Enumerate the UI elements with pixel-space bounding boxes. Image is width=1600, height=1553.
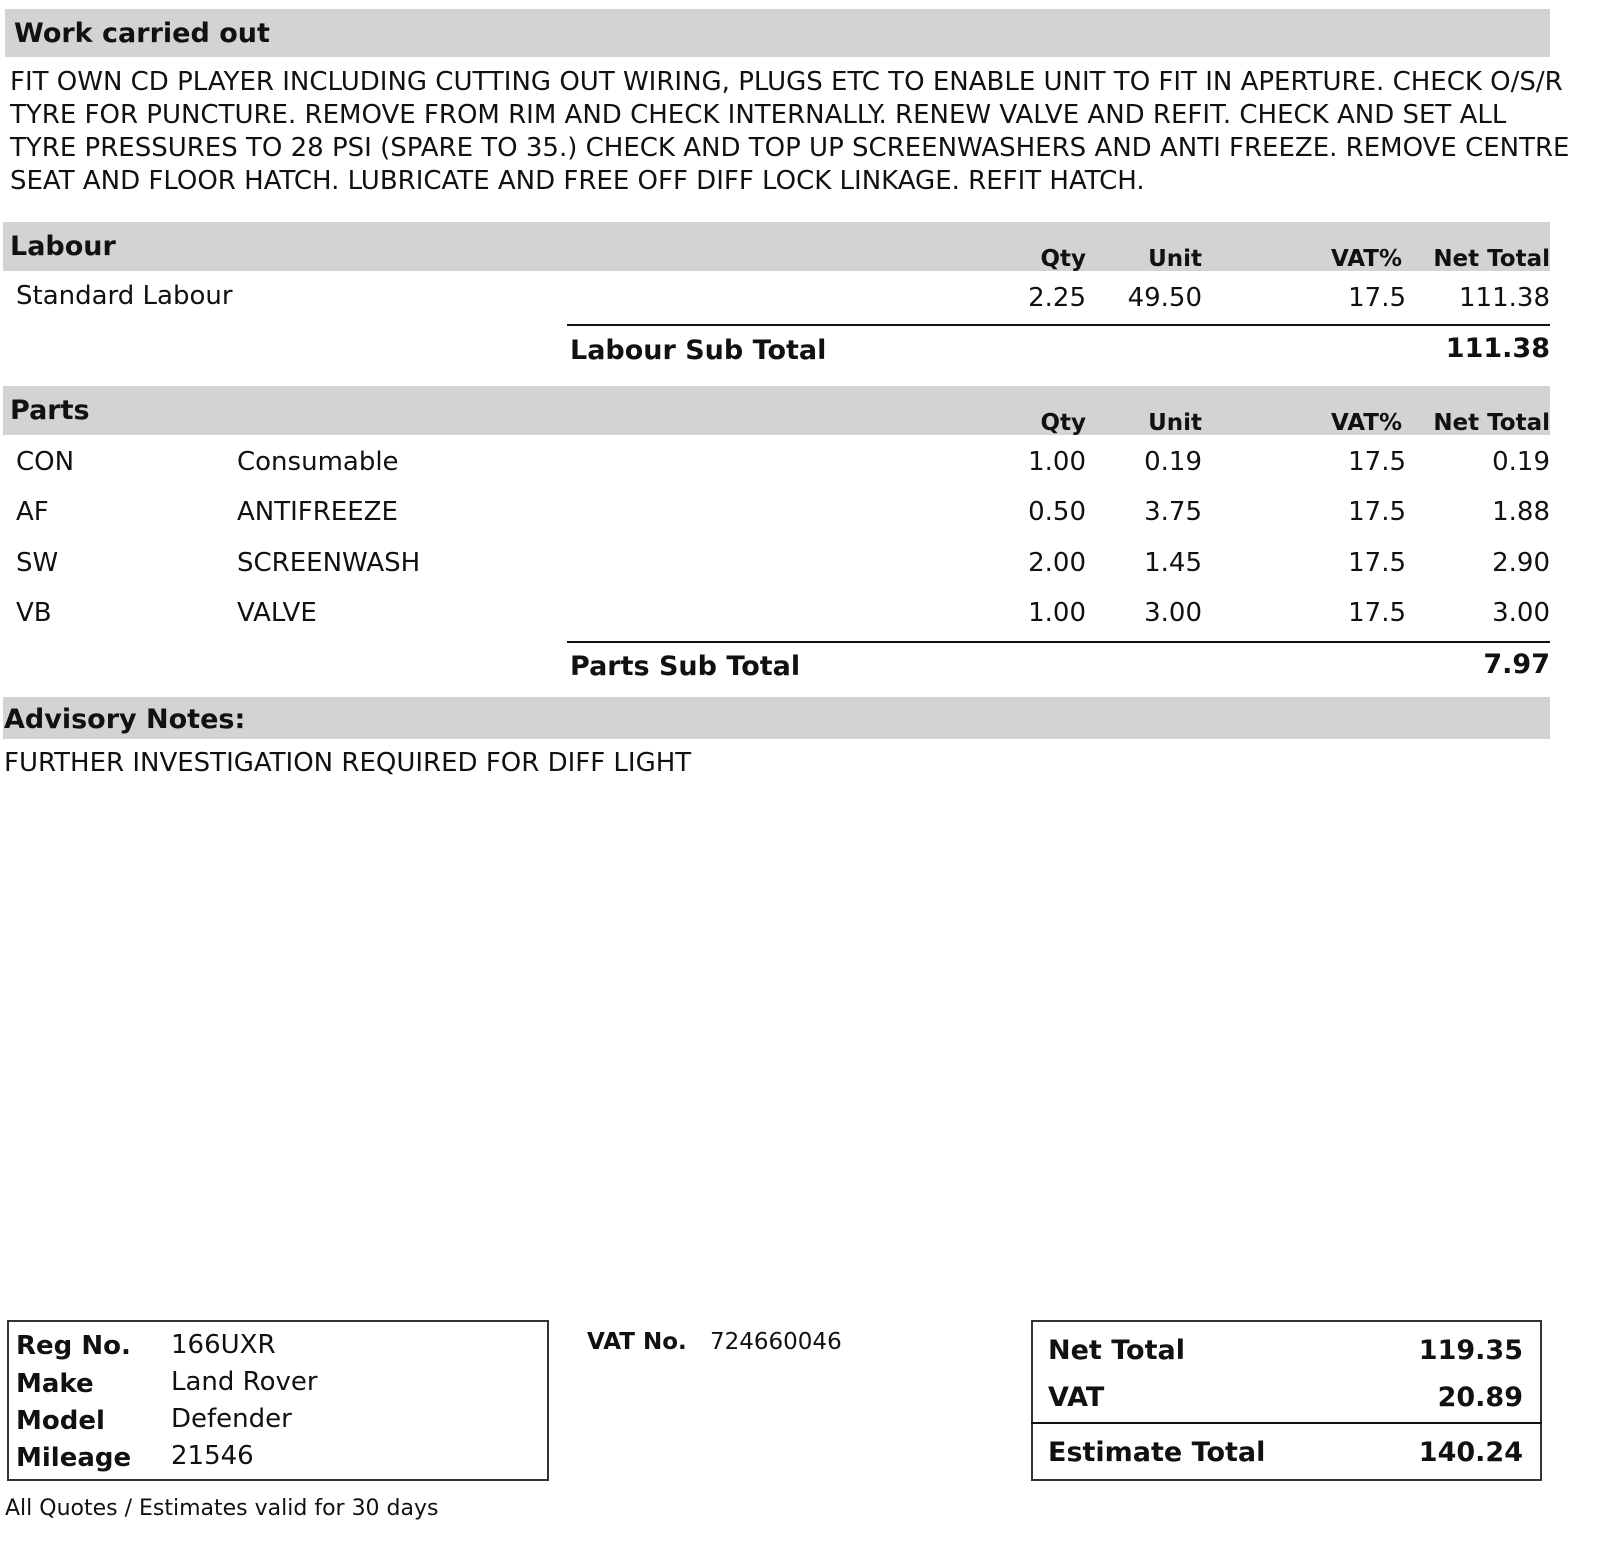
net-total-value: 119.35: [1418, 1335, 1523, 1366]
labour-subtotal-label: Labour Sub Total: [570, 335, 827, 366]
parts-subtotal-value: 7.97: [1483, 649, 1550, 680]
labour-net: 111.38: [1459, 283, 1550, 313]
validity-note: All Quotes / Estimates valid for 30 days: [5, 1496, 439, 1521]
advisory-text: FURTHER INVESTIGATION REQUIRED FOR DIFF LIGHT: [4, 748, 692, 778]
mileage-label: Mileage: [16, 1443, 132, 1473]
labour-col-unit: Unit: [1148, 246, 1202, 272]
part-qty: 2.00: [1028, 548, 1086, 578]
part-vat: 17.5: [1348, 548, 1406, 578]
part-description: SCREENWASH: [237, 548, 421, 578]
reg-label: Reg No.: [16, 1331, 131, 1361]
advisory-title: Advisory Notes:: [4, 704, 246, 735]
net-total-label: Net Total: [1048, 1335, 1185, 1366]
make-value: Land Rover: [171, 1367, 318, 1397]
part-code: VB: [16, 598, 52, 628]
part-net: 0.19: [1492, 447, 1550, 477]
labour-col-net: Net Total: [1433, 246, 1550, 272]
labour-unit: 49.50: [1127, 283, 1202, 313]
parts-col-vat: VAT%: [1331, 410, 1402, 436]
part-unit: 3.00: [1144, 598, 1202, 628]
part-qty: 1.00: [1028, 598, 1086, 628]
parts-col-unit: Unit: [1148, 410, 1202, 436]
part-unit: 1.45: [1144, 548, 1202, 578]
parts-col-qty: Qty: [1040, 410, 1086, 436]
part-description: Consumable: [237, 447, 399, 477]
labour-description: Standard Labour: [16, 281, 233, 311]
part-description: VALVE: [237, 598, 317, 628]
estimate-total-value: 140.24: [1418, 1437, 1523, 1468]
part-unit: 3.75: [1144, 497, 1202, 527]
vat-value: 20.89: [1437, 1382, 1523, 1413]
work-title: Work carried out: [14, 18, 270, 49]
vat-no-label: VAT No.: [587, 1329, 687, 1355]
mileage-value: 21546: [171, 1441, 254, 1471]
make-label: Make: [16, 1369, 94, 1399]
part-code: AF: [16, 497, 49, 527]
part-unit: 0.19: [1144, 447, 1202, 477]
parts-subtotal-rule: [567, 641, 1550, 643]
part-vat: 17.5: [1348, 497, 1406, 527]
parts-title: Parts: [10, 395, 90, 426]
reg-value: 166UXR: [171, 1330, 276, 1360]
model-label: Model: [16, 1406, 105, 1436]
part-description: ANTIFREEZE: [237, 497, 398, 527]
part-net: 3.00: [1492, 598, 1550, 628]
labour-subtotal-rule: [567, 324, 1550, 326]
parts-col-net: Net Total: [1433, 410, 1550, 436]
labour-col-qty: Qty: [1040, 246, 1086, 272]
vat-label: VAT: [1048, 1382, 1105, 1413]
work-description: FIT OWN CD PLAYER INCLUDING CUTTING OUT WIRING, PLUGS ETC TO ENABLE UNIT TO FIT IN APERTURE. CHECK O/S/R TYRE FOR PUNCTURE. REMOVE FROM RIM AND CHECK INTERNALLY. RENEW VALVE AND REFIT. CHECK AND SET ALL TYRE PRESSURES TO 28 PSI (SPARE TO 35.) CHECK AND TOP UP SCREENWASHERS AND ANTI FREEZE. REMOVE CENTRE SEAT AND FLOOR HATCH. LUBRICATE AND FREE OFF DIFF LOCK LINKAGE. REFIT HATCH.: [10, 67, 1570, 196]
model-value: Defender: [171, 1404, 292, 1434]
part-qty: 1.00: [1028, 447, 1086, 477]
part-net: 2.90: [1492, 548, 1550, 578]
labour-subtotal-value: 111.38: [1445, 333, 1550, 364]
parts-subtotal-label: Parts Sub Total: [570, 651, 801, 682]
part-code: CON: [16, 447, 75, 477]
labour-col-vat: VAT%: [1331, 246, 1402, 272]
totals-divider: [1031, 1422, 1542, 1424]
part-qty: 0.50: [1028, 497, 1086, 527]
part-net: 1.88: [1492, 497, 1550, 527]
labour-title: Labour: [10, 231, 116, 262]
labour-qty: 2.25: [1028, 283, 1086, 313]
vat-no-value: 724660046: [710, 1329, 842, 1355]
labour-vat: 17.5: [1348, 283, 1406, 313]
estimate-total-label: Estimate Total: [1048, 1437, 1266, 1468]
part-vat: 17.5: [1348, 447, 1406, 477]
part-vat: 17.5: [1348, 598, 1406, 628]
part-code: SW: [16, 548, 59, 578]
